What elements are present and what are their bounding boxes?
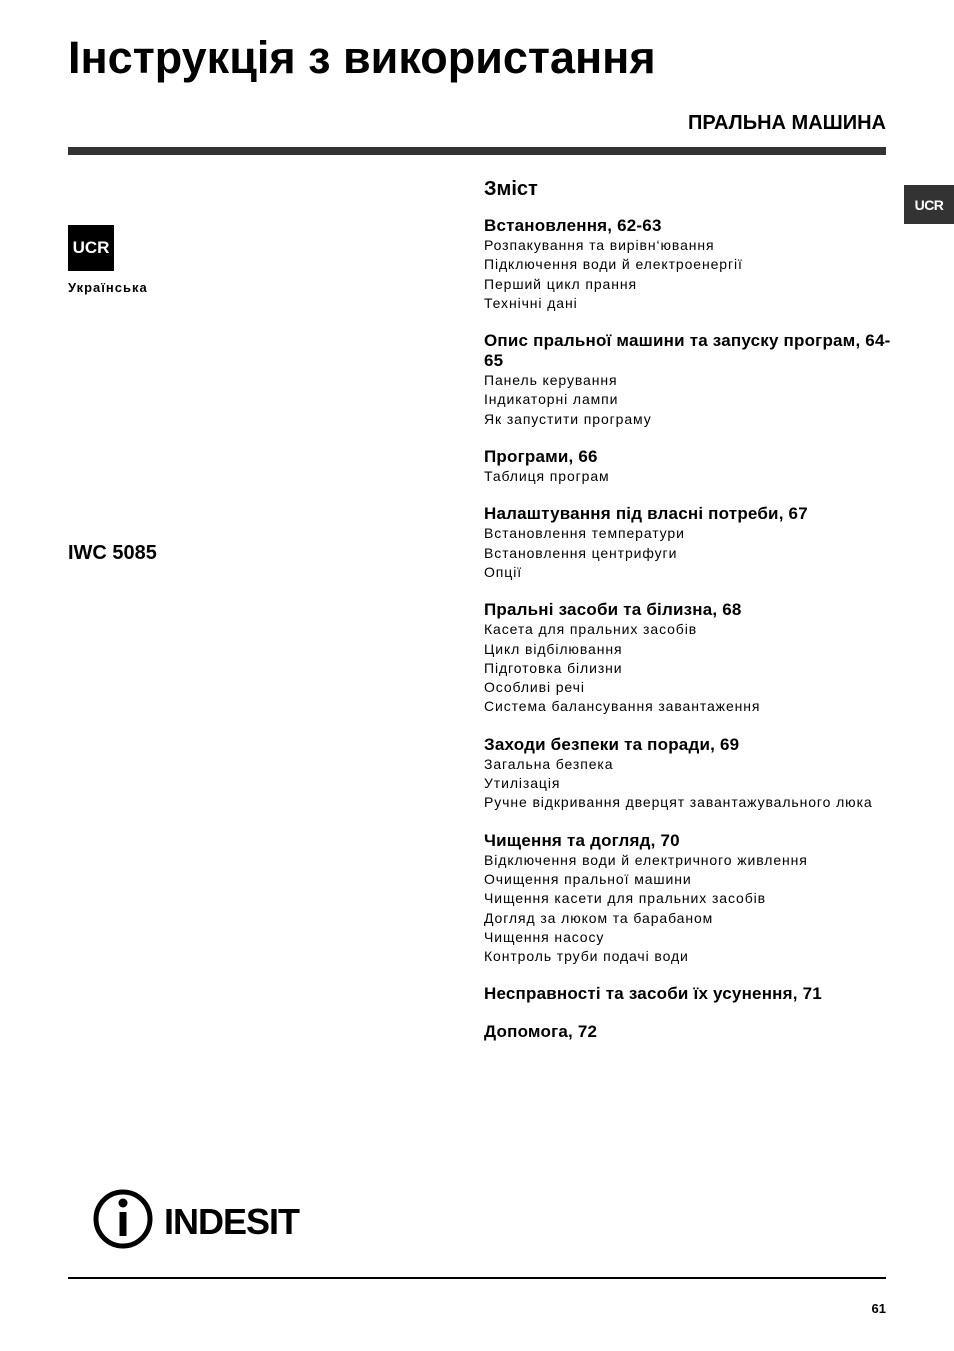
toc-item: Технічні дані [484,294,578,311]
toc-item: Як запустити програму [484,410,652,427]
toc-section-title: Чищення та догляд, 70 [484,830,680,850]
toc-section-title: Несправності та засоби їх усунення, 71 [484,984,822,1004]
footer-rule [68,1277,886,1279]
toc-item: Підключення води й електроенергії [484,256,743,273]
toc-section [484,504,904,582]
page-number: 61 [871,1301,886,1316]
toc-item: Підготовка білизни [484,659,623,676]
table-of-contents [484,176,904,1060]
toc-item: Утилізація [484,775,561,792]
toc-item: Таблиця програм [484,468,610,485]
toc-item: Чищення насосу [484,928,605,945]
toc-sections [484,216,904,1042]
toc-section-title: Допомога, 72 [484,1022,598,1042]
toc-item: Відключення води й електричного живлення [484,851,808,868]
toc-section-title: Встановлення, 62-63 [484,216,662,235]
toc-item: Система балансування завантаження [484,698,761,715]
toc-section-title: Опис пральної машини та запуску програм, 64-65 [484,331,891,371]
toc-section [484,331,904,429]
logo-dot [119,1199,128,1208]
toc-item: Чищення касети для пральних засобів [484,890,766,907]
toc-item: Цикл відбілювання [484,640,623,657]
toc-item: Встановлення центрифуги [484,544,678,561]
language-side-tab: UCR [904,185,954,224]
header-rule [68,147,886,155]
toc-item: Опції [484,563,522,580]
toc-item: Догляд за люком та барабаном [484,909,714,926]
toc-section [484,600,904,716]
page-title: Інструкція з використання [68,32,656,83]
logo-wordmark: INDESIT [164,1201,300,1242]
toc-item: Очищення пральної машини [484,870,692,887]
model-number: IWC 5085 [68,542,157,564]
toc-section [484,216,904,313]
toc-section [484,984,904,1004]
toc-item: Контроль труби подачі води [484,948,689,965]
toc-section-title: Пральні засоби та білизна, 68 [484,600,742,620]
language-badge: UCR [68,225,114,271]
logo-stem [120,1212,127,1236]
toc-section [484,831,904,967]
language-name: Українська [68,280,148,295]
toc-item: Панель керування [484,372,618,389]
toc-section-title: Програми, 66 [484,447,598,467]
toc-item: Встановлення температури [484,525,685,542]
toc-item: Особливі речі [484,679,585,696]
toc-section [484,1022,904,1042]
toc-item: Касета для пральних засобів [484,621,698,638]
indesit-logo [92,1188,324,1250]
toc-section-title: Заходи безпеки та поради, 69 [484,734,740,754]
toc-item: Ручне відкривання дверцят завантажувального люка [484,794,873,811]
toc-item: Перший цикл прання [484,275,637,292]
toc-section [484,447,904,486]
toc-heading: Зміст [484,178,538,200]
product-type: ПРАЛЬНА МАШИНА [688,112,886,134]
toc-item: Розпакування та вирівн‘ювання [484,237,715,253]
toc-section [484,735,904,813]
toc-item: Загальна безпека [484,755,614,772]
toc-item: Індикаторні лампи [484,391,619,408]
toc-section-title: Налаштування під власні потреби, 67 [484,504,808,524]
